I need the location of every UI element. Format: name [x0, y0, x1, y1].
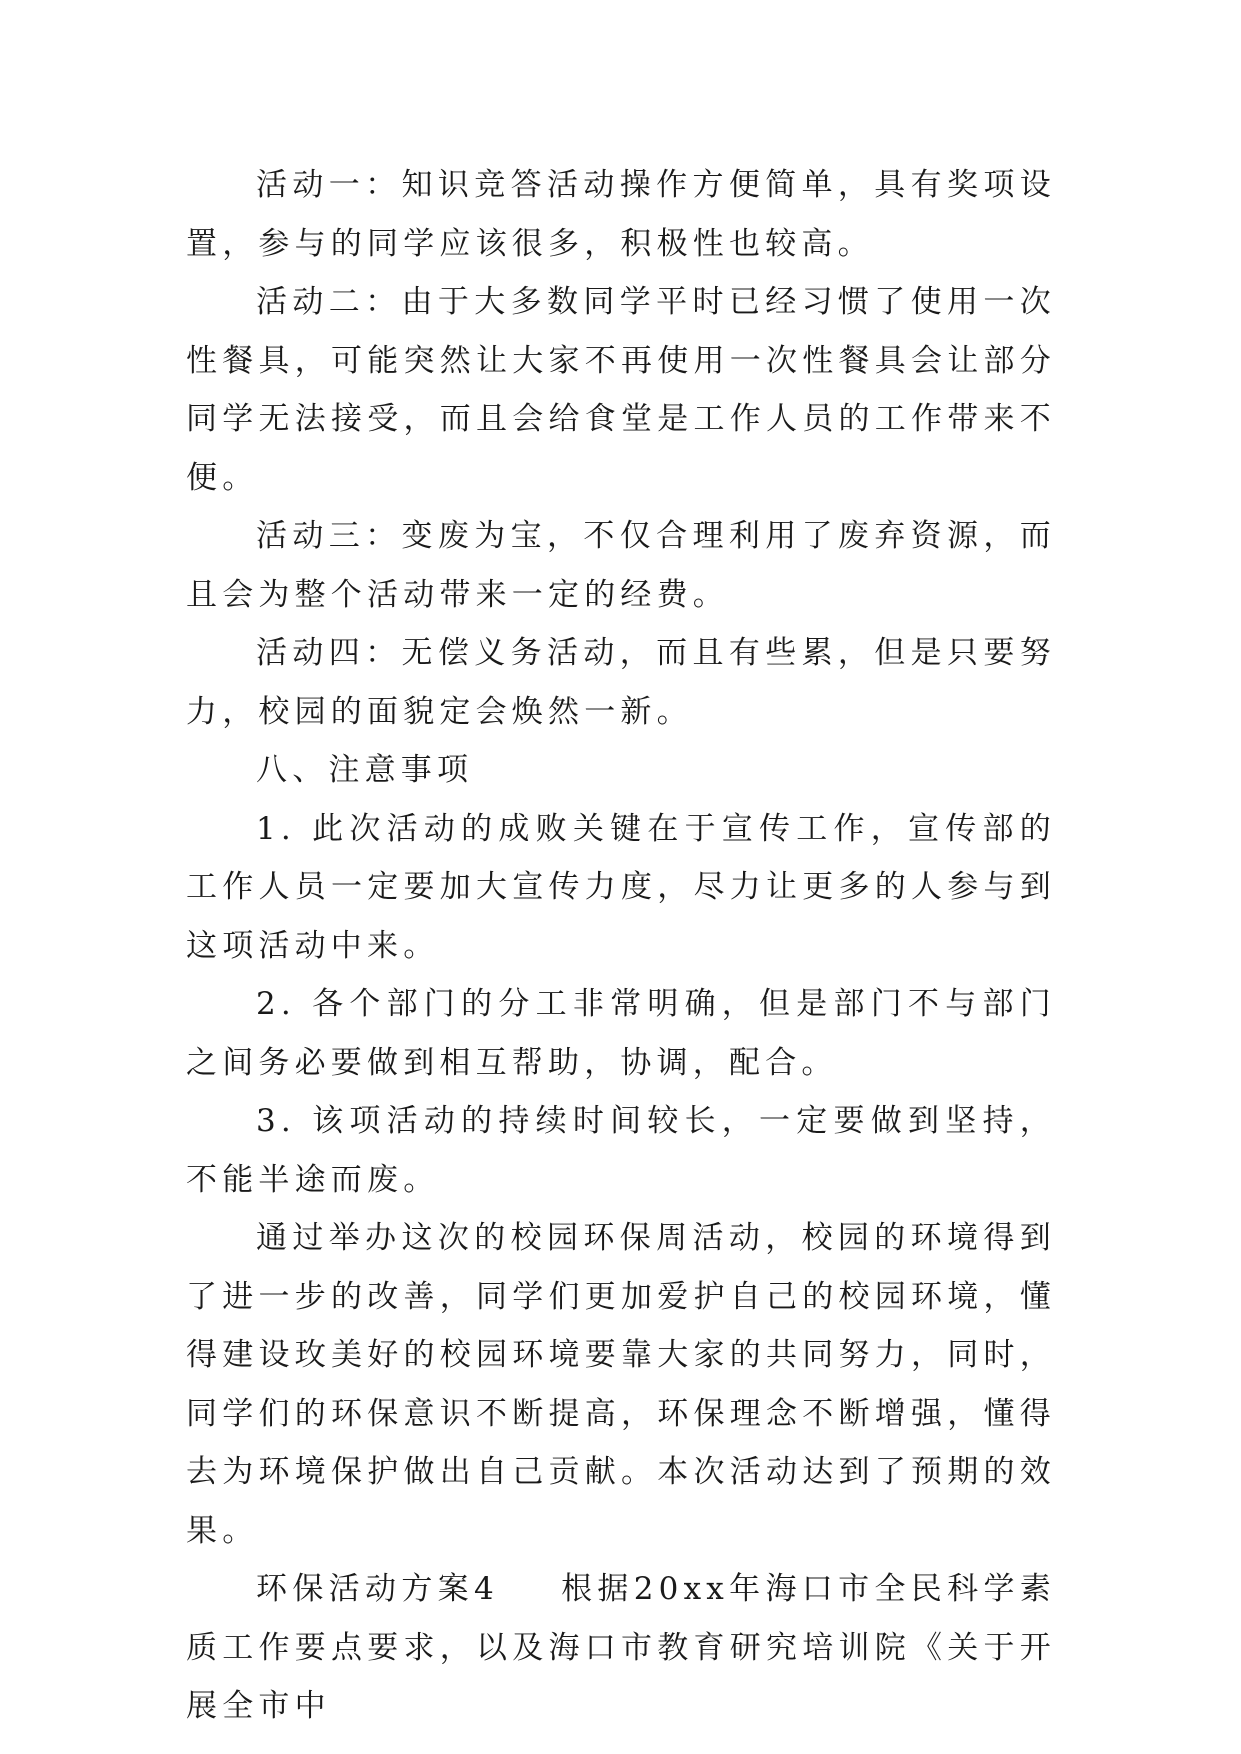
- paragraph-activity-4: 活动四：无偿义务活动，而且有些累，但是只要努力，校园的面貌定会焕然一新。: [186, 635, 1056, 730]
- note-item-1: 1. 此次活动的成败关键在于宣传工作，宣传部的工作人员一定要加大宣传力度，尽力让更多的人参与到这项活动中来。: [186, 810, 1056, 964]
- plan-4-heading: 环保活动方案4: [256, 1571, 499, 1607]
- paragraph-activity-2: 活动二：由于大多数同学平时已经习惯了使用一次性餐具，可能突然让大家不再使用一次性餐具会让部分同学无法接受，而且会给食堂是工作人员的工作带来不便。: [186, 284, 1056, 496]
- paragraph-summary: 通过举办这次的校园环保周活动，校园的环境得到了进一步的改善，同学们更加爱护自己的校园环境，懂得建设玫美好的校园环境要靠大家的共同努力，同时，同学们的环保意识不断提高，环保理念不断增强，懂得去为环境保护做出自己贡献。本次活动达到了预期的效果。: [186, 1220, 1056, 1549]
- plan-4-text: 根据20xx年海口市全民科学素质工作要点要求，以及海口市教育研究培训院《关于开展全市中: [186, 1571, 1056, 1724]
- document-body: [186, 156, 1056, 1736]
- note-item-2: 2. 各个部门的分工非常明确，但是部门不与部门之间务必要做到相互帮助，协调，配合。: [186, 986, 1056, 1081]
- note-item-3: 3. 该项活动的持续时间较长，一定要做到坚持，不能半途而废。: [186, 1103, 1056, 1198]
- paragraph-activity-1: 活动一：知识竞答活动操作方便简单，具有奖项设置，参与的同学应该很多，积极性也较高。: [186, 167, 1056, 262]
- paragraph-plan-4: [186, 1560, 1056, 1736]
- paragraph-activity-3: 活动三：变废为宝，不仅合理利用了废弃资源，而且会为整个活动带来一定的经费。: [186, 518, 1056, 613]
- section-heading-notes: 八、注意事项: [256, 752, 474, 788]
